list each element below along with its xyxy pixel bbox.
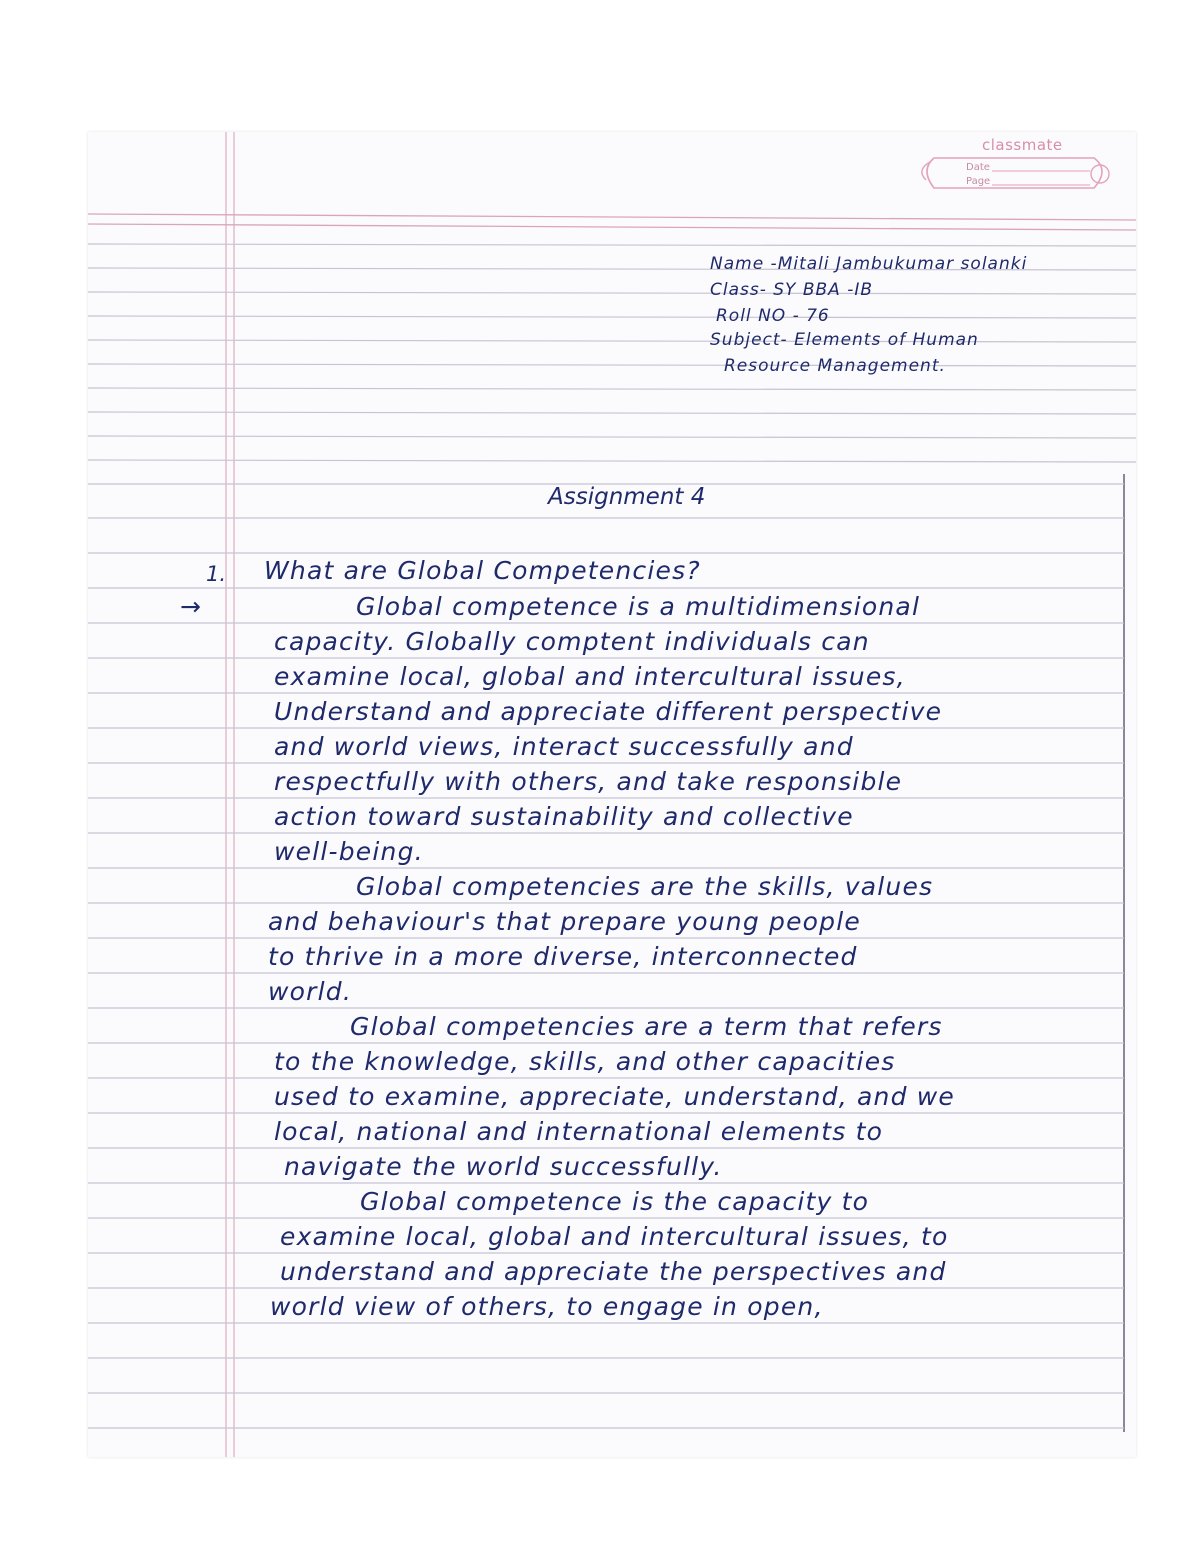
- subject-line-1: Subject- Elements of Human: [710, 330, 979, 350]
- date-label: Date: [966, 162, 990, 173]
- answer-line: local, national and international elements to: [274, 1117, 884, 1146]
- answer-line: to thrive in a more diverse, interconnected: [268, 942, 858, 971]
- roll-number: Roll NO - 76: [716, 306, 830, 326]
- answer-line: and behaviour's that prepare young people: [268, 907, 861, 936]
- answer-line: Global competencies are a term that refers: [350, 1012, 943, 1041]
- brand-name: classmate: [982, 136, 1063, 154]
- answer-line: capacity. Globally comptent individuals can: [274, 627, 870, 656]
- assignment-title: Assignment 4: [548, 484, 706, 510]
- answer-line: respectfully with others, and take responsible: [274, 767, 903, 796]
- answer-line: world.: [268, 977, 352, 1006]
- arrow-icon: →: [180, 592, 203, 621]
- answer-line: Global competencies are the skills, values: [356, 872, 934, 901]
- answer-line: and world views, interact successfully and: [274, 732, 854, 761]
- answer-line: understand and appreciate the perspectives and: [280, 1257, 947, 1286]
- classmate-logo: [914, 136, 1114, 204]
- answer-line: Understand and appreciate different perspective: [274, 697, 943, 726]
- answer-line: examine local, global and intercultural issues, to: [280, 1222, 949, 1251]
- subject-line-2: Resource Management.: [724, 356, 946, 376]
- answer-line: well-being.: [274, 837, 424, 866]
- student-name: Name -Mitali Jambukumar solanki: [710, 254, 1028, 274]
- question-number: 1.: [206, 562, 227, 586]
- answer-line: world view of others, to engage in open,: [270, 1292, 824, 1321]
- page-label: Page: [966, 176, 991, 187]
- answer-line: Global competence is the capacity to: [360, 1187, 870, 1216]
- answer-line: action toward sustainability and collective: [274, 802, 854, 831]
- student-class: Class- SY BBA -IB: [710, 280, 874, 300]
- question-text: What are Global Competencies?: [264, 556, 701, 585]
- answer-line: to the knowledge, skills, and other capacities: [274, 1047, 896, 1076]
- answer-line: examine local, global and intercultural issues,: [274, 662, 906, 691]
- answer-line: used to examine, appreciate, understand, and we: [274, 1082, 956, 1111]
- notebook-page: [88, 132, 1136, 1457]
- answer-line: navigate the world successfully.: [284, 1152, 723, 1181]
- answer-line: Global competence is a multidimensional: [356, 592, 921, 621]
